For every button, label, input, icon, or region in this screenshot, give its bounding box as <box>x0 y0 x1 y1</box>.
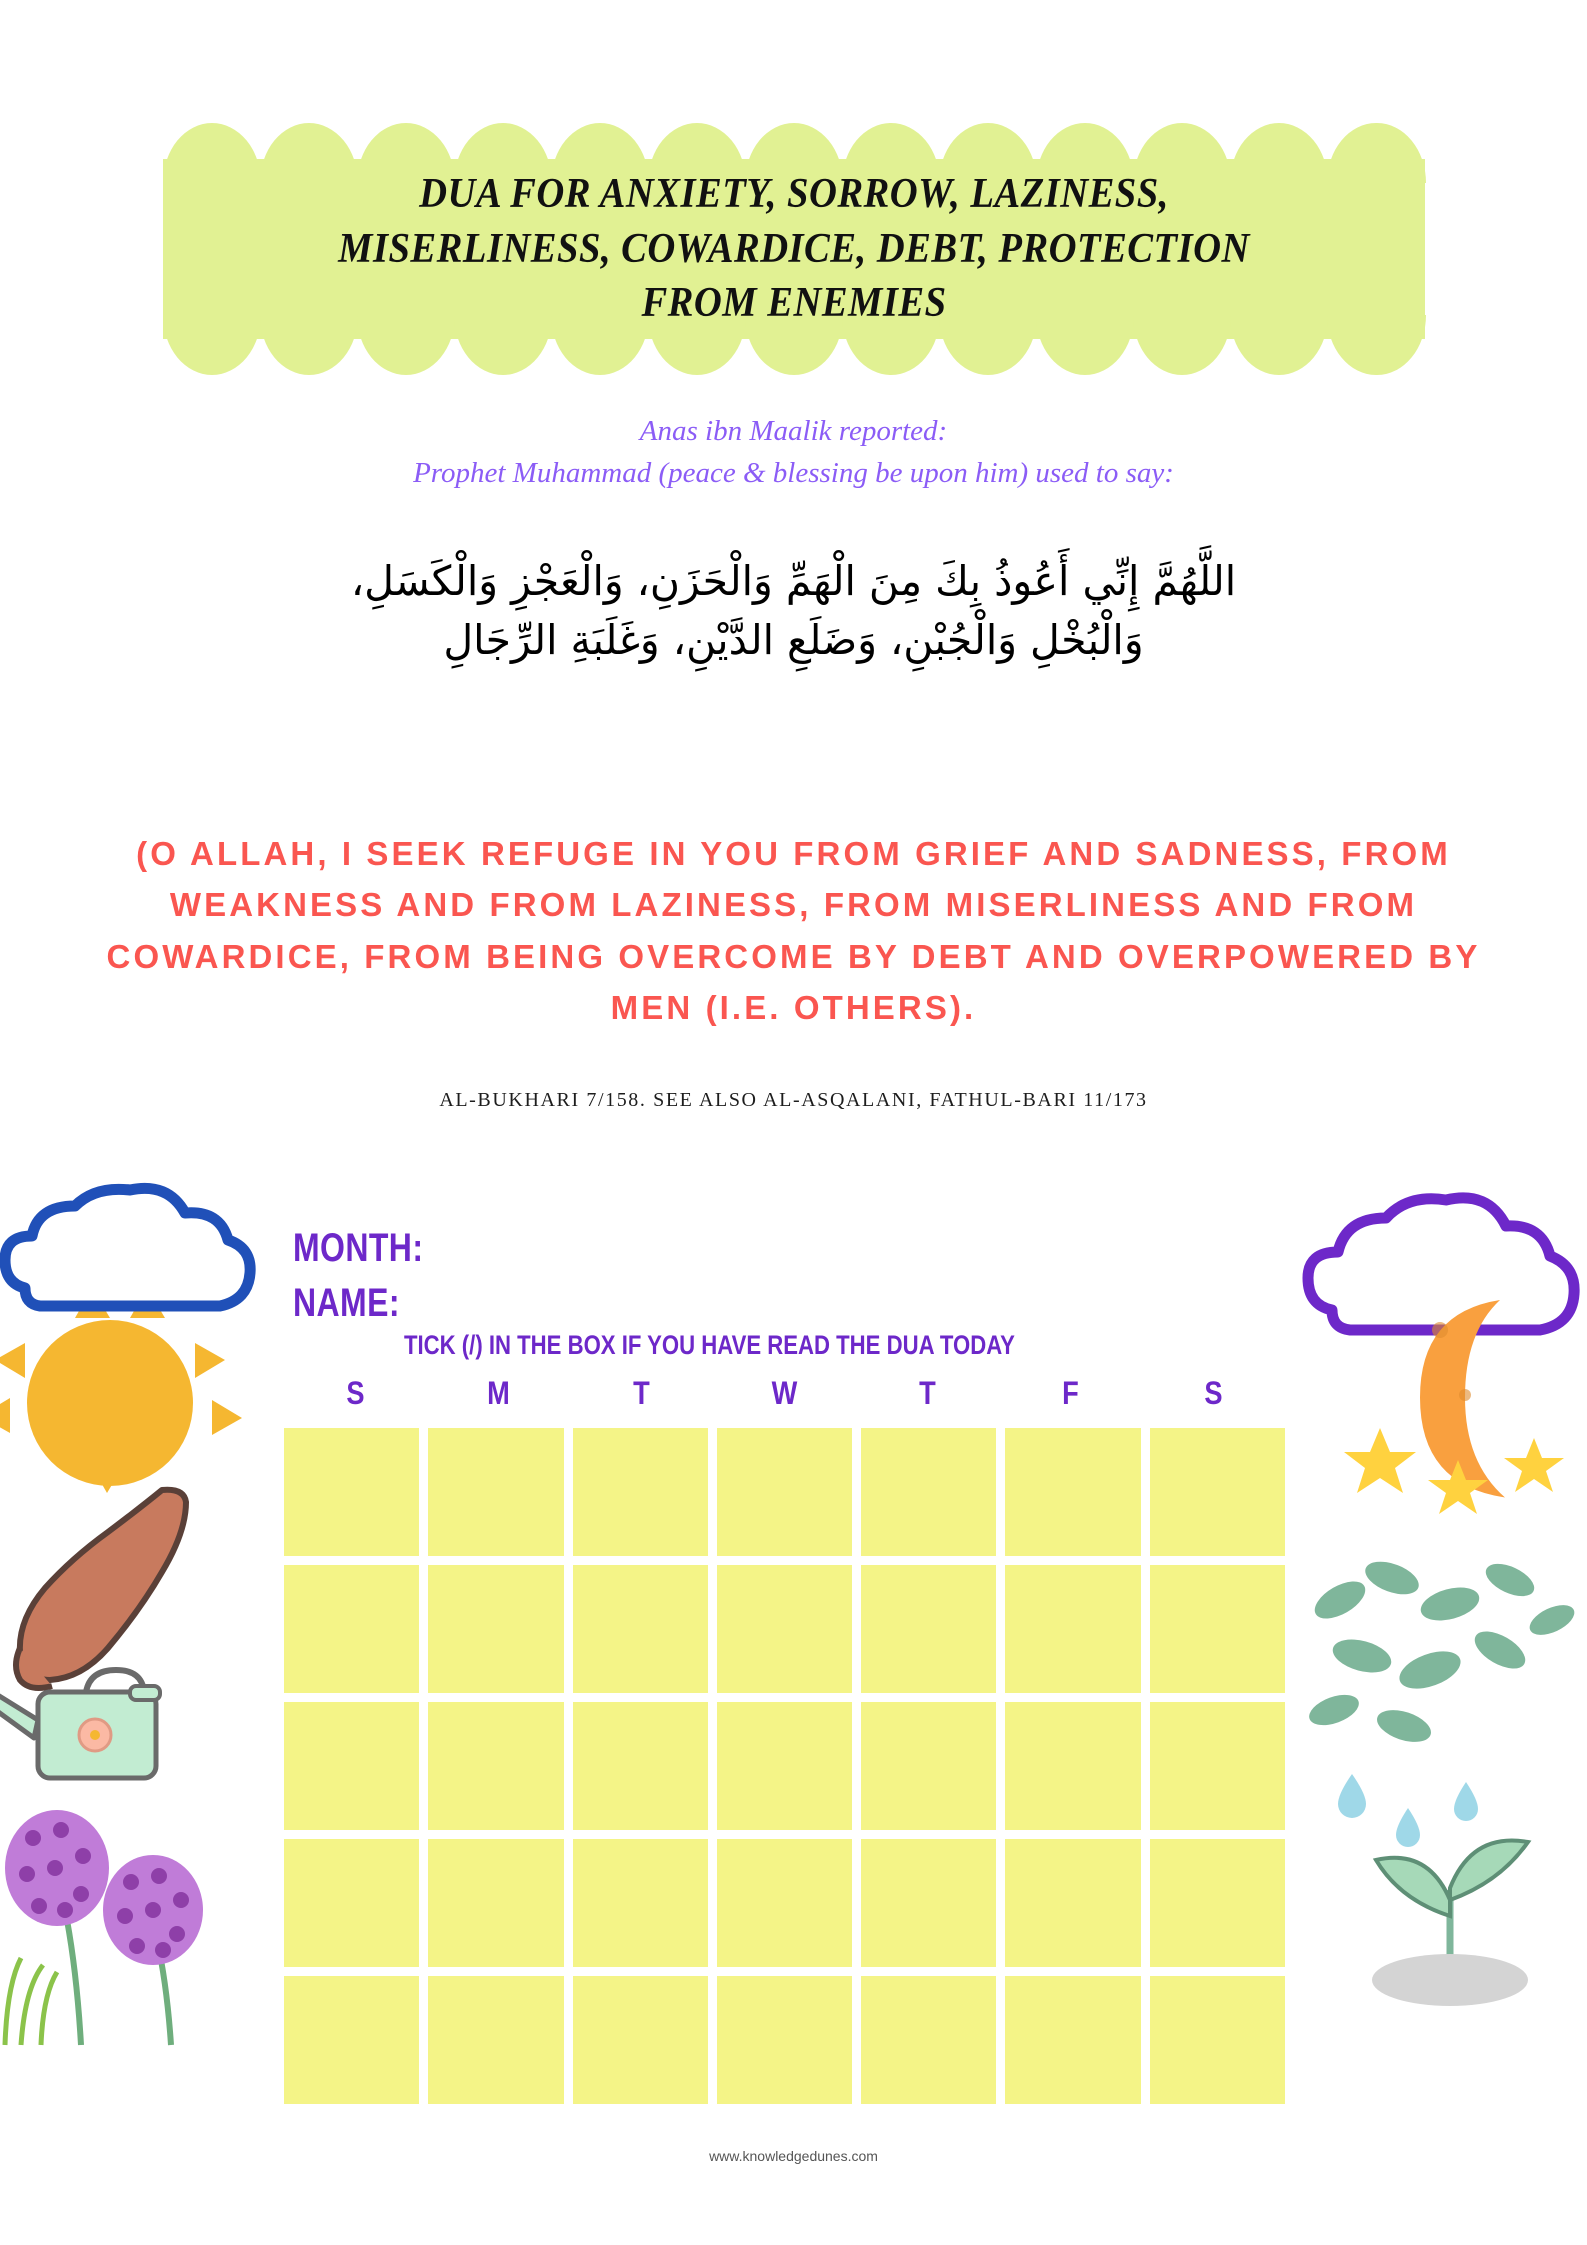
tracker-cell[interactable] <box>1005 1702 1140 1830</box>
hadith-citation: AL-BUKHARI 7/158. SEE ALSO AL-ASQALANI, FATHUL-BARI 11/173 <box>439 1089 1148 1111</box>
tracker-cell[interactable] <box>428 1702 563 1830</box>
name-label: NAME: <box>293 1281 400 1325</box>
tracker-cell[interactable] <box>284 1428 419 1556</box>
tracker-cell[interactable] <box>1005 1428 1140 1556</box>
tracker-cell[interactable] <box>1005 1839 1140 1967</box>
tracker-cell[interactable] <box>1150 1839 1285 1967</box>
tracker-row <box>284 1839 1285 1967</box>
day-headers-row <box>284 1375 1285 1412</box>
day-header-mon: M <box>487 1375 510 1411</box>
tracker-cell[interactable] <box>428 1428 563 1556</box>
tracker-row <box>284 1565 1285 1693</box>
tracker-cell[interactable] <box>1150 1565 1285 1693</box>
arabic-dua-text <box>60 552 1527 671</box>
tracker-cell[interactable] <box>717 1428 852 1556</box>
tracker-cell[interactable] <box>861 1702 996 1830</box>
narration-attribution <box>0 410 1587 494</box>
tracker-cell[interactable] <box>284 1839 419 1967</box>
footer-url: www.knowledgedunes.com <box>709 2148 878 2164</box>
month-label: MONTH: <box>293 1226 424 1270</box>
tracker-cell[interactable] <box>428 1976 563 2104</box>
page-title-line-1: DUA FOR ANXIETY, SORROW, LAZINESS, <box>419 171 1169 218</box>
tick-instruction: TICK (/) IN THE BOX IF YOU HAVE READ THE DUA TODAY <box>404 1330 1015 1360</box>
tracker-cell[interactable] <box>284 1565 419 1693</box>
tracker-cell[interactable] <box>573 1428 708 1556</box>
tracker-cell[interactable] <box>861 1839 996 1967</box>
day-header-fri: F <box>1062 1375 1079 1411</box>
day-header-sun: S <box>346 1375 365 1411</box>
tracker-row <box>284 1702 1285 1830</box>
tracker-cell[interactable] <box>717 1565 852 1693</box>
tracker-cell[interactable] <box>1150 1702 1285 1830</box>
tracker-cell[interactable] <box>573 1976 708 2104</box>
day-header-tue: T <box>633 1375 650 1411</box>
tracker-cell[interactable] <box>717 1839 852 1967</box>
day-header-thu: T <box>919 1375 936 1411</box>
day-header-sat: S <box>1204 1375 1223 1411</box>
tracker-cell[interactable] <box>1150 1976 1285 2104</box>
tracker-cell[interactable] <box>861 1565 996 1693</box>
tracker-cell[interactable] <box>573 1565 708 1693</box>
tracker-cell[interactable] <box>1005 1565 1140 1693</box>
tracker-cell[interactable] <box>284 1702 419 1830</box>
tracker-cell[interactable] <box>428 1565 563 1693</box>
arabic-line-1: اللَّهُمَّ إِنِّي أَعُوذُ بِكَ مِنَ الْهَمِّ وَالْحَزَنِ، وَالْعَجْزِ وَالْكَسَلِ، <box>350 557 1237 605</box>
tracker-cell[interactable] <box>284 1976 419 2104</box>
tracker-cell[interactable] <box>1150 1428 1285 1556</box>
page-title-line-2: MISERLINESS, COWARDICE, DEBT, PROTECTION <box>338 225 1250 272</box>
tracker-row <box>284 1976 1285 2104</box>
page-title-line-3: FROM ENEMIES <box>641 280 947 327</box>
dua-translation: (O ALLAH, I SEEK REFUGE IN YOU FROM GRIEF AND SADNESS, FROM WEAKNESS AND FROM LAZINESS, FROM MISERLINESS AND FROM COWARDICE, FROM BEING OVERCOME BY DEBT AND OVERPOWERED BY MEN (I.E. OTHERS). <box>106 835 1481 1027</box>
arabic-line-2: وَالْبُخْلِ وَالْجُبْنِ، وَضَلَعِ الدَّيْنِ، وَغَلَبَةِ الرِّجَالِ <box>443 616 1144 665</box>
tracker-row <box>284 1428 1285 1556</box>
tracker-cell[interactable] <box>861 1428 996 1556</box>
tracker-cell[interactable] <box>1005 1976 1140 2104</box>
tracker-cell[interactable] <box>573 1702 708 1830</box>
tracker-cell[interactable] <box>717 1702 852 1830</box>
header-banner <box>163 123 1425 375</box>
narrator-line-1: Anas ibn Maalik reported: <box>639 415 948 447</box>
tracker-cell[interactable] <box>573 1839 708 1967</box>
tracker-grid <box>284 1428 1285 2104</box>
page-title <box>213 159 1374 339</box>
narrator-line-2: Prophet Muhammad (peace & blessing be upon him) used to say: <box>413 457 1174 490</box>
tracker-cell[interactable] <box>717 1976 852 2104</box>
day-header-wed: W <box>771 1375 798 1411</box>
tracker-cell[interactable] <box>428 1839 563 1967</box>
tracker-cell[interactable] <box>861 1976 996 2104</box>
